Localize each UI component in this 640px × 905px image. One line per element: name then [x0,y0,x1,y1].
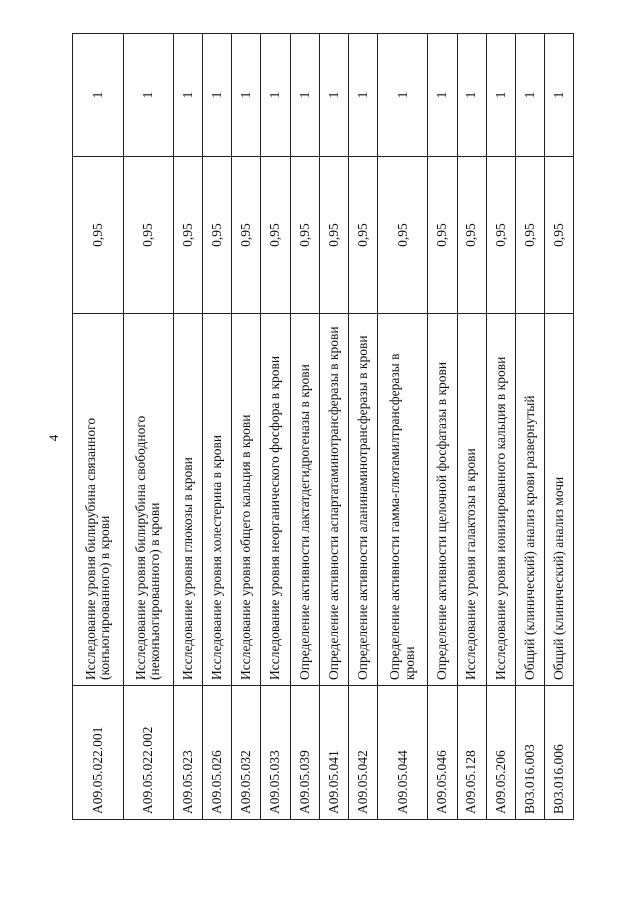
frequency-cell: 0,95 [515,157,544,314]
code-cell: A09.05.128 [457,686,486,820]
frequency-cell: 0,95 [377,157,428,314]
service-name-cell: Исследование уровня неорганического фосфора в крови [261,314,290,686]
frequency-cell: 0,95 [428,157,457,314]
multiplicity-cell: 1 [457,34,486,157]
service-name-cell: Исследование уровня билирубина связанного (конъюгированного) в крови [73,314,124,686]
service-name-cell: Исследование уровня холестерина в крови [203,314,232,686]
multiplicity-cell: 1 [377,34,428,157]
code-cell: A09.05.206 [486,686,515,820]
frequency-cell: 0,95 [123,157,174,314]
multiplicity-cell: 1 [174,34,203,157]
service-name-cell: Исследование уровня ионизированного кальция в крови [486,314,515,686]
table-row [290,34,319,820]
code-cell: A09.05.033 [261,686,290,820]
multiplicity-cell: 1 [348,34,377,157]
multiplicity-cell: 1 [203,34,232,157]
code-cell: A09.05.022.002 [123,686,174,820]
table-row [261,34,290,820]
frequency-cell: 0,95 [174,157,203,314]
code-cell: A09.05.022.001 [73,686,124,820]
service-name-cell: Исследование уровня галактозы в крови [457,314,486,686]
services-table-body [73,34,574,820]
multiplicity-cell: 1 [232,34,261,157]
table-row [515,34,544,820]
frequency-cell: 0,95 [457,157,486,314]
page-number: 4 [46,434,61,442]
frequency-cell: 0,95 [232,157,261,314]
rotated-table-wrapper [72,34,574,820]
code-cell: B03.016.003 [515,686,544,820]
code-cell: A09.05.042 [348,686,377,820]
multiplicity-cell: 1 [486,34,515,157]
code-cell: A09.05.032 [232,686,261,820]
service-name-cell: Исследование уровня глюкозы в крови [174,314,203,686]
frequency-cell: 0,95 [290,157,319,314]
service-name-cell: Определение активности лактатдегидрогеназы в крови [290,314,319,686]
service-name-cell: Определение активности аспартатаминотрансферазы в крови [319,314,348,686]
multiplicity-cell: 1 [544,34,573,157]
service-name-cell: Общий (клинический) анализ мочи [544,314,573,686]
table-row [348,34,377,820]
multiplicity-cell: 1 [515,34,544,157]
frequency-cell: 0,95 [261,157,290,314]
code-cell: A09.05.026 [203,686,232,820]
table-row [544,34,573,820]
service-name-cell: Общий (клинический) анализ крови развернутый [515,314,544,686]
multiplicity-cell: 1 [123,34,174,157]
frequency-cell: 0,95 [544,157,573,314]
code-cell: A09.05.039 [290,686,319,820]
code-cell: A09.05.046 [428,686,457,820]
service-name-cell: Определение активности щелочной фосфатазы в крови [428,314,457,686]
multiplicity-cell: 1 [319,34,348,157]
table-row [174,34,203,820]
table-row [73,34,124,820]
services-table [72,33,574,820]
code-cell: B03.016.006 [544,686,573,820]
table-row [377,34,428,820]
frequency-cell: 0,95 [203,157,232,314]
frequency-cell: 0,95 [486,157,515,314]
table-row [428,34,457,820]
table-row [486,34,515,820]
service-name-cell: Определение активности аланинаминотрансферазы в крови [348,314,377,686]
table-row [123,34,174,820]
table-row [319,34,348,820]
code-cell: A09.05.023 [174,686,203,820]
frequency-cell: 0,95 [319,157,348,314]
table-row [457,34,486,820]
multiplicity-cell: 1 [428,34,457,157]
table-row [232,34,261,820]
table-row [203,34,232,820]
multiplicity-cell: 1 [261,34,290,157]
service-name-cell: Определение активности гамма-глютамилтрансферазы в крови [377,314,428,686]
code-cell: A09.05.041 [319,686,348,820]
multiplicity-cell: 1 [290,34,319,157]
frequency-cell: 0,95 [73,157,124,314]
frequency-cell: 0,95 [348,157,377,314]
code-cell: A09.05.044 [377,686,428,820]
service-name-cell: Исследование уровня общего кальция в крови [232,314,261,686]
service-name-cell: Исследование уровня билирубина свободного (неконъюгированного) в крови [123,314,174,686]
multiplicity-cell: 1 [73,34,124,157]
